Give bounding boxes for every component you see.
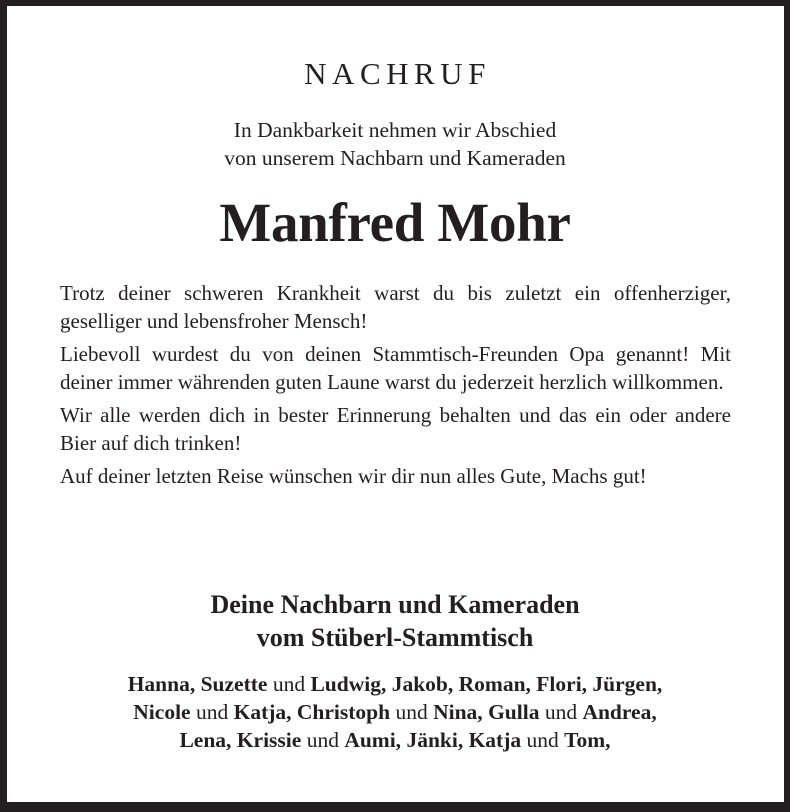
mourner-name: Nicole <box>133 700 191 724</box>
mourners-list <box>55 670 735 754</box>
paragraph-4: Auf deiner letzten Reise wünschen wir dir nun alles Gute, Machs gut! <box>60 464 647 488</box>
conjunction: und <box>306 728 339 752</box>
mourner-name: Nina, <box>433 700 483 724</box>
mourner-name: Jürgen, <box>592 672 663 696</box>
mourner-name: Ludwig, <box>310 672 387 696</box>
obituary-body <box>60 279 731 495</box>
mourner-name: Katja, <box>233 700 292 724</box>
mourner-name: Aumi, <box>344 728 402 752</box>
conjunction: und <box>526 728 559 752</box>
mourner-name: Tom, <box>564 728 611 752</box>
signature-line-1: Deine Nachbarn und Kameraden <box>210 590 580 619</box>
intro-line-2: von unserem Nachbarn und Kameraden <box>224 146 566 170</box>
signature-line-2: vom Stüberl-Stammtisch <box>256 623 534 652</box>
paragraph-3: Wir alle werden dich in bester Erinnerung behalten und das ein oder andere Bier auf dich trinken! <box>60 403 731 455</box>
intro-text <box>0 116 790 172</box>
mourner-name: Christoph <box>296 700 391 724</box>
mourner-name: Roman, <box>458 672 531 696</box>
conjunction: und <box>544 700 578 724</box>
mourner-name: Lena, <box>179 728 232 752</box>
mourner-name: Suzette <box>200 672 268 696</box>
mourner-name: Jänki, <box>406 728 464 752</box>
conjunction: und <box>195 700 229 724</box>
mourner-name: Gulla <box>488 700 540 724</box>
signature-heading <box>0 588 790 654</box>
paragraph-2: Liebevoll wurdest du von deinen Stammtisch-Freunden Opa genannt! Mit deiner immer währenden guten Laune warst du jederzeit herzlich willkommen. <box>60 342 731 394</box>
mourner-name: Jakob, <box>391 672 454 696</box>
headline: NACHRUF <box>304 56 491 91</box>
mourner-name: Flori, <box>536 672 588 696</box>
mourner-name: Katja <box>468 728 522 752</box>
paragraph-1: Trotz deiner schweren Krankheit warst du bis zuletzt ein offenherziger, geselliger und lebensfroher Mensch! <box>60 281 731 333</box>
conjunction: und <box>272 672 306 696</box>
deceased-name: Manfred Mohr <box>219 192 571 253</box>
mourner-name: Andrea, <box>582 700 657 724</box>
mourner-name: Hanna, <box>127 672 196 696</box>
intro-line-1: In Dankbarkeit nehmen wir Abschied <box>233 118 557 142</box>
mourner-name: Krissie <box>236 728 302 752</box>
conjunction: und <box>395 700 428 724</box>
